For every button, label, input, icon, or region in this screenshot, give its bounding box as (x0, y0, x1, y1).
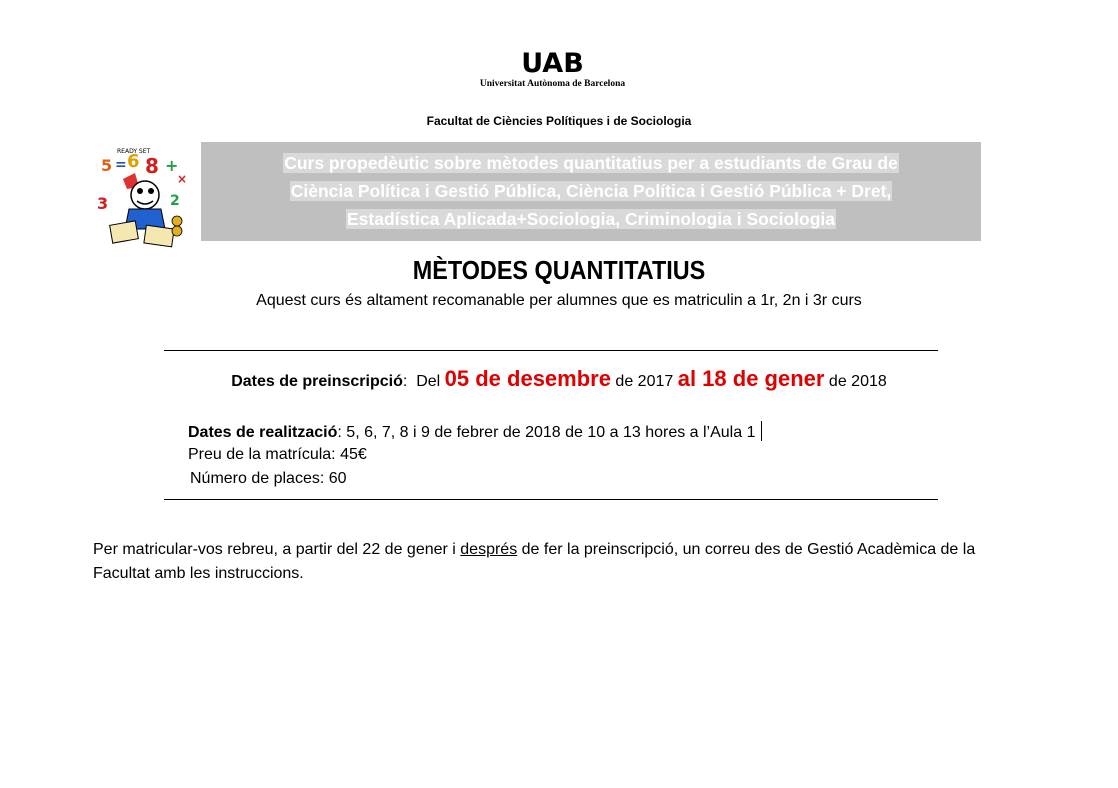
preinscription-end-year: de 2018 (828, 373, 887, 390)
faculty-name: Facultat de Ciències Polítiques i de Sociologia (426, 114, 692, 128)
svg-text:+: + (165, 156, 179, 175)
preinscription-end: al 18 de gener (677, 366, 825, 391)
svg-text:5: 5 (101, 156, 113, 175)
uab-logo (470, 50, 635, 89)
preinscription-colon: : (402, 373, 408, 390)
divider-bottom (164, 499, 938, 500)
preinscription-dates (0, 366, 1118, 392)
preinscription-start-year: de 2017 (615, 373, 674, 390)
svg-text:3: 3 (97, 194, 109, 213)
svg-text:8: 8 (145, 154, 159, 178)
preinscription-from: Del (416, 373, 441, 390)
page-subtitle: Aquest curs és altament recomanable per alumnes que es matriculin a 1r, 2n i 3r curs (256, 292, 862, 309)
illustration-text: READY SET (117, 148, 151, 155)
svg-text:×: × (177, 172, 188, 186)
instructions-part-2: de fer la preinscripció, un correu des de Gestió Acadèmica de la Facultat amb les instruccions. (93, 541, 976, 582)
numbers-cartoon-icon (95, 143, 190, 255)
banner-line-1: Curs propedèutic sobre mètodes quantitatius per a estudiants de Grau de (284, 153, 898, 173)
realization-label: Dates de realització (188, 424, 338, 441)
realization-dates (188, 421, 762, 442)
preinscription-label: Dates de preinscripció (231, 373, 403, 390)
university-name: Universitat Autònoma de Barcelona (479, 79, 626, 89)
number-of-places: Número de places: 60 (190, 470, 347, 487)
course-banner (201, 142, 981, 241)
logo-mark: UAB (521, 48, 584, 79)
svg-text:2: 2 (170, 193, 180, 209)
text-cursor (761, 421, 762, 441)
divider-top (164, 350, 938, 351)
instructions-underlined: després (460, 541, 518, 558)
page-title: MÈTODES QUANTITATIUS (412, 255, 706, 285)
banner-line-2: Ciència Política i Gestió Pública, Ciència Política i Gestió Pública + Dret, (290, 181, 892, 201)
preinscription-start: 05 de desembre (444, 366, 611, 391)
realization-value: : 5, 6, 7, 8 i 9 de febrer de 2018 de 10 a 13 hores a l’Aula 1 (337, 424, 756, 441)
registration-price: Preu de la matrícula: 45€ (188, 446, 367, 463)
banner-line-3: Estadística Aplicada+Sociologia, Criminologia i Sociologia (346, 209, 835, 229)
svg-text:6: 6 (127, 151, 140, 172)
instructions-part-1: Per matricular-vos rebreu, a partir del 22 de gener i (93, 541, 461, 558)
svg-text:=: = (115, 157, 127, 173)
registration-instructions (93, 538, 1033, 586)
